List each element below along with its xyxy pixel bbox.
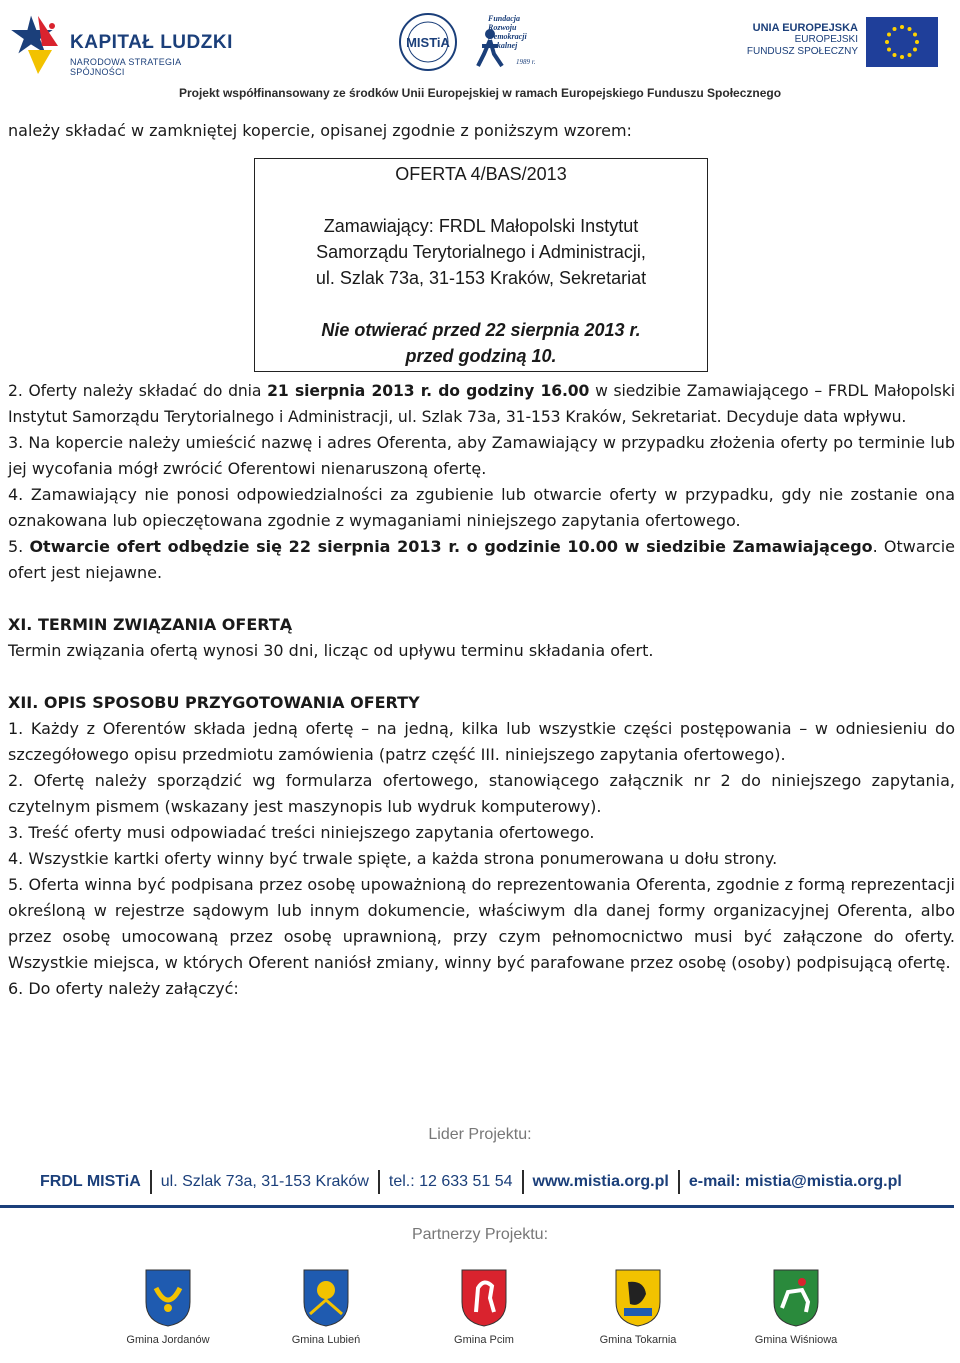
p2-a: 2. Oferty należy składać do dnia	[8, 382, 268, 400]
kapital-ludzki-logo	[8, 6, 238, 78]
lider-label: Lider Projektu:	[428, 1126, 532, 1143]
eu-star	[913, 48, 917, 52]
separator	[378, 1170, 380, 1194]
eu-line3: FUNDUSZ SPOŁECZNY	[746, 46, 858, 57]
p2-deadline: 21 sierpnia 2013 r. do godziny 16.00	[267, 382, 590, 400]
section-xi-heading: XI. TERMIN ZWIĄZANIA OFERTĄ	[8, 615, 293, 634]
eu-star	[885, 40, 889, 44]
document-body	[8, 118, 955, 1002]
phone-text: tel.: 12 633 51 54	[388, 1173, 513, 1190]
envelope-template-box	[254, 158, 708, 372]
pcim-coat-of-arms-icon	[460, 1268, 508, 1328]
section-xii-item-4: 4. Wszystkie kartki oferty winny być trwale spięte, a każda strona ponumerowana u dołu strony.	[8, 849, 778, 868]
eu-star	[893, 27, 897, 31]
eu-star	[900, 55, 904, 59]
wisniowa-coat-of-arms-icon	[772, 1268, 820, 1328]
tokarnia-coat-of-arms-icon	[614, 1268, 662, 1328]
org-name: FRDL MISTiA	[40, 1173, 141, 1190]
section-xi-text: Termin związania ofertą wynosi 30 dni, licząc od upływu terminu składania ofert.	[8, 641, 654, 660]
box-warning-line1: Nie otwierać przed 22 sierpnia 2013 r.	[321, 320, 641, 340]
box-title: OFERTA 4/BAS/2013	[395, 164, 567, 184]
box-address-line1: Zamawiający: FRDL Małopolski Instytut	[323, 216, 639, 236]
eu-star	[900, 25, 904, 29]
paragraph-2	[8, 378, 955, 430]
gmina-tokarnia	[578, 1268, 698, 1346]
partners-label: Partnerzy Projektu:	[411, 1226, 549, 1243]
frdl-logo	[476, 14, 566, 70]
p2-c: w siedzibie Zamawiającego – FRDL Małopolski Instytut Samorządu Terytorialnego i Administracji, ul. Szlak 73a, 31-153 Kraków, Sekretariat. Decyduje data wpływu.	[8, 382, 955, 426]
jordanow-coat-of-arms-icon	[144, 1268, 192, 1328]
footer-divider	[0, 1205, 954, 1208]
kapital-ludzki-emblem	[8, 6, 68, 78]
lubien-coat-of-arms-icon	[302, 1268, 350, 1328]
section-xii-item-1: 1. Każdy z Oferentów składa jedną ofertę – na jedną, kilka lub wszystkie części postępowania – w odniesieniu do szczegółowego opisu przedmiotu zamówienia (patrz część III. niniejszego zapytania ofertowego).	[8, 719, 955, 764]
mistia-logo	[398, 12, 458, 72]
website-link[interactable]: www.mistia.org.pl	[532, 1173, 669, 1190]
kapital-ludzki-title: KAPITAŁ LUDZKI	[70, 32, 233, 53]
gmina-label: Gmina Jordanów	[126, 1334, 210, 1346]
email-link[interactable]: e-mail: mistia@mistia.org.pl	[688, 1173, 902, 1190]
box-address-line2: Samorządu Terytorialnego i Administracji,	[316, 242, 646, 262]
section-xii-item-2: 2. Ofertę należy sporządzić wg formularza ofertowego, stanowiącego załącznik nr 2 do niniejszego zapytania, czytelnym pismem (wskazany jest maszynopis lub wydruk komputerowy).	[8, 771, 955, 816]
section-xii-item-3: 3. Treść oferty musi odpowiadać treści niniejszego zapytania ofertowego.	[8, 823, 595, 842]
cofinance-note	[0, 86, 960, 100]
separator	[678, 1170, 680, 1194]
eu-star	[887, 48, 891, 52]
section-xii-heading: XII. OPIS SPOSOBU PRZYGOTOWANIA OFERTY	[8, 693, 420, 712]
paragraph-4: 4. Zamawiający nie ponosi odpowiedzialności za zgubienie lub otwarcie oferty w przypadku, gdy nie zostanie ona oznakowana lub opieczętowana zgodnie z wymaganiami niniejszego zapytania ofertowego.	[8, 485, 955, 530]
eu-text	[740, 22, 858, 58]
separator	[150, 1170, 152, 1194]
gmina-label: Gmina Pcim	[454, 1334, 514, 1346]
eu-star	[887, 33, 891, 37]
box-warning-line2: przed godziną 10.	[405, 346, 557, 366]
intro-text: należy składać w zamkniętej kopercie, opisanej zgodnie z poniższym wzorem:	[8, 121, 632, 140]
paragraph-5	[8, 534, 955, 586]
cofinance-text: Projekt współfinansowany ze środków Unii Europejskiej w ramach Europejskiego Funduszu Społecznego	[178, 86, 782, 100]
gmina-wisniowa	[736, 1268, 856, 1346]
gmina-lubien	[266, 1268, 386, 1346]
gmina-pcim	[424, 1268, 544, 1346]
p5-c: . Otwarcie ofert jest niejawne.	[8, 537, 956, 582]
section-xii-item-6: 6. Do oferty należy załączyć:	[8, 979, 239, 998]
kapital-ludzki-subtitle: NARODOWA STRATEGIA SPÓJNOŚCI	[70, 57, 181, 77]
gmina-jordanow	[108, 1268, 228, 1346]
mistia-logo-text: MISTiA	[406, 35, 450, 50]
eu-star	[915, 40, 919, 44]
separator	[522, 1170, 524, 1194]
eu-star	[913, 33, 917, 37]
paragraph-3: 3. Na kopercie należy umieścić nazwę i adres Oferenta, aby Zamawiający w przypadku złożenia oferty po terminie lub jej wycofania mógł zwrócić Oferentowi nienaruszoną ofertę.	[8, 433, 955, 478]
frdl-text: Fundacja Rozwoju Demokracji Lokalnej	[488, 14, 527, 50]
p5-opening: Otwarcie ofert odbędzie się 22 sierpnia 2013 r. o godzinie 10.00 w siedzibie Zamawiającego	[29, 537, 873, 556]
eu-star	[908, 53, 912, 57]
gmina-label: Gmina Lubień	[291, 1334, 361, 1346]
eu-star	[908, 27, 912, 31]
gmina-label: Gmina Wiśniowa	[754, 1334, 838, 1346]
eu-flag-icon	[866, 17, 938, 67]
eu-line2: EUROPEJSKI	[794, 34, 858, 45]
gmina-label: Gmina Tokarnia	[599, 1334, 677, 1346]
p5-a: 5.	[8, 537, 30, 556]
frdl-year: 1989 r.	[516, 58, 536, 66]
eu-star	[893, 53, 897, 57]
page-header	[0, 0, 960, 108]
contact-bar	[40, 1170, 920, 1194]
eu-line1: UNIA EUROPEJSKA	[752, 22, 858, 34]
address-text: ul. Szlak 73a, 31-153 Kraków	[160, 1173, 369, 1190]
box-address-line3: ul. Szlak 73a, 31-153 Kraków, Sekretariat	[315, 268, 647, 288]
section-xii-item-5: 5. Oferta winna być podpisana przez osobę upoważnioną do reprezentowania Oferenta, zgodnie z formą reprezentacji określoną w rejestrze sądowym lub innym dokumencie, właściwym dla danej formy organizacyjnej Oferenta, albo przez osobę umocowaną przez osobę uprawnioną, przy czym pełnomocnictwo musi być załączone do oferty. Wszystkie miejsca, w których Oferent naniósł zmiany, winny być parafowane przez osobę (osoby) podpisującą ofertę.	[8, 875, 955, 972]
